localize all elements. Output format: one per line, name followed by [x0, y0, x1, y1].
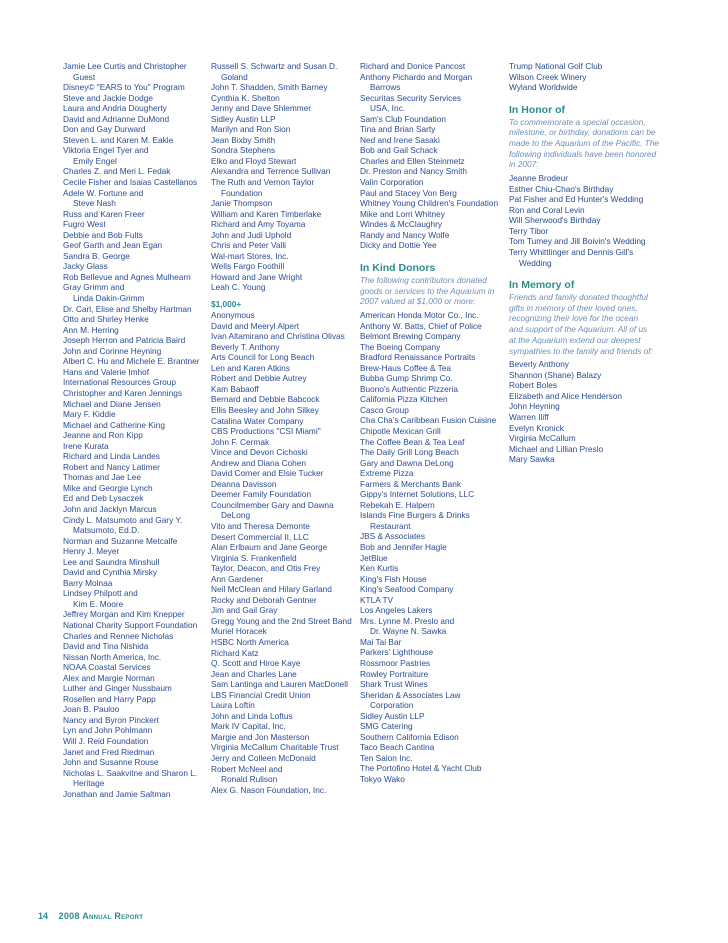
donor-entry: Jean Bixby Smith [211, 134, 276, 145]
donor-entry: Gregg Young and the 2nd Street Band [211, 615, 352, 626]
donor-entry: Nancy and Byron Pinckert [63, 714, 159, 725]
donor-entry: Pat Fisher and Ed Hunter's Wedding [509, 194, 644, 205]
donor-entry: Ann M. Herring [63, 324, 119, 335]
donor-entry: Los Angeles Lakers [360, 605, 433, 616]
donor-entry: The Portofino Hotel & Yacht Club [360, 763, 482, 774]
donor-entry: Whitney Young Children's Foundation [360, 198, 499, 209]
donor-entry: Alex G. Nason Foundation, Inc. [211, 784, 327, 795]
donor-entry: JetBlue [360, 552, 388, 563]
description-line: recognizing their love for the ocean [509, 313, 639, 324]
donor-entry: Norman and Suzanne Metcalfe [63, 535, 178, 546]
donor-entry: Ned and Irene Sasaki [360, 134, 440, 145]
donor-entry: Russ and Karen Freer [63, 208, 145, 219]
donor-column-1 [63, 61, 200, 799]
description-line: following individuals have been honored [509, 148, 657, 159]
donor-entry: Charles Z. and Meri L. Fedak [63, 166, 171, 177]
donor-entry: Cecile Fisher and Isaias Castellanos [63, 177, 198, 188]
description-line: gifts in memory of their loved ones, [509, 302, 638, 313]
donor-entry: Jonathan and Jamie Saltman [63, 788, 171, 799]
donor-entry: Ken Kurtis [360, 563, 399, 574]
donor-entry: Tina and Brian Sarty [360, 124, 436, 135]
donor-entry: Cynthia K. Shelton [211, 92, 280, 103]
donor-entry: Valin Corporation [360, 177, 424, 188]
donor-entry: Arts Council for Long Beach [211, 352, 315, 363]
donor-entry: NOAA Coastal Services [63, 662, 151, 673]
donor-entry: Alan Erlbaum and Jane George [211, 542, 328, 553]
donor-entry: Virginia S. Frankenfield [211, 552, 297, 563]
donor-entry: Beverly Anthony [509, 359, 569, 370]
donor-entry: Dr. Carl, Elise and Shelby Hartman [63, 303, 192, 314]
section-description [360, 275, 498, 307]
description-line: at the Aquarium extend our deepest [509, 334, 641, 345]
donor-entry: Michael and Catherine King [63, 419, 165, 430]
donor-entry: Chipotle Mexican Grill [360, 425, 441, 436]
donor-entry: Matsumoto, Ed.D. [73, 525, 140, 536]
donor-entry: Buono's Authentic Pizzeria [360, 383, 458, 394]
donor-entry: Gary and Dawna DeLong [360, 457, 454, 468]
donor-entry: Paul and Stacey Von Berg [360, 187, 457, 198]
donor-entry: Sidley Austin LLP [211, 113, 276, 124]
donor-entry: The Daily Grill Long Beach [360, 447, 459, 458]
donor-entry: Shark Trust Wines [360, 679, 428, 690]
donor-entry: Steve and Jackie Dodge [63, 92, 153, 103]
donor-entry: Richard and Amy Toyama [211, 219, 306, 230]
donor-entry: SMG Catering [360, 721, 413, 732]
donor-entry: David and Cynthia Mirsky [63, 567, 158, 578]
donor-entry: Gippy's Internet Solutions, LLC [360, 489, 475, 500]
description-line: in 2007: [509, 159, 539, 170]
spacer [509, 93, 659, 99]
donor-entry: David Corner and Elsie Tucker [211, 468, 324, 479]
donor-entry: Corporation [370, 700, 414, 711]
donor-entry: Nissan North America, Inc. [63, 651, 162, 662]
donor-entry: Restaurant [370, 520, 411, 531]
donor-entry: John and Susanne Rouse [63, 757, 159, 768]
donor-entry: Disney© "EARS to You" Program [63, 82, 185, 93]
donor-entry: Southern California Edison [360, 731, 459, 742]
donor-entry: John T. Shadden, Smith Barney [211, 82, 328, 93]
donor-entry: Richard and Donice Pancost [360, 61, 466, 71]
donor-entry: California Pizza Kitchen [360, 394, 448, 405]
donor-entry: Mike and Lorri Whitney [360, 208, 445, 219]
donor-entry: Jerry and Colleen McDonald [211, 753, 316, 763]
donor-entry: Neil McClean and Hilary Garland [211, 584, 332, 595]
donor-entry: John F. Cermak [211, 436, 270, 447]
donor-entry: Richard Katz [211, 647, 259, 658]
donor-entry: Farmers & Merchants Bank [360, 478, 461, 489]
donor-entry: Sidley Austin LLP [360, 710, 425, 721]
donor-entry: Warren Iliff [509, 412, 549, 423]
donor-entry: Will Sherwood's Birthday [509, 215, 601, 226]
donor-entry: Goland [221, 71, 248, 82]
donor-entry: Islands Fine Burgers & Drinks [360, 510, 470, 521]
donor-entry: Esther Chiu-Chao's Birthday [509, 183, 614, 194]
section-heading: In Kind Donors [360, 261, 436, 274]
donor-entry: Anthony W. Batts, Chief of Police [360, 320, 482, 331]
donor-entry: Muriel Horacek [211, 626, 267, 637]
donor-entry: Laura Loftin [211, 700, 255, 711]
donor-entry: LBS Financial Credit Union [211, 689, 311, 700]
donor-entry: Beverly T. Anthony [211, 341, 280, 352]
donor-entry: Chris and Peter Valli [211, 240, 287, 251]
donor-entry: Linda Dakin-Grimm [73, 293, 145, 304]
donor-entry: Jacky Glass [63, 261, 108, 272]
donor-entry: Bob and Jennifer Hagle [360, 541, 447, 552]
donor-entry: Brew-Haus Coffee & Tea [360, 362, 452, 373]
donor-entry: Barry Molnaa [63, 577, 113, 588]
donor-entry: Windes & McClaughry [360, 219, 443, 230]
donor-entry: Wal-mart Stores, Inc. [211, 250, 289, 261]
donor-entry: CBS Productions "CSI Miami" [211, 426, 321, 437]
donor-entry: Virginia McCallum Charitable Trust [211, 742, 339, 753]
donor-entry: Charles and Rennee Nicholas [63, 630, 174, 641]
donor-entry: Mary F. Kiddie [63, 409, 116, 420]
donor-entry: Taco Beach Cantina [360, 742, 435, 753]
donor-entry: John and Linda Loftus [211, 710, 293, 721]
donor-entry: Len and Karen Atkins [211, 362, 290, 373]
donor-entry: Ten Salon Inc. [360, 752, 413, 763]
donor-entry: Anthony Pichardo and Morgan [360, 71, 473, 82]
donor-entry: Q. Scott and Hiroe Kaye [211, 658, 301, 669]
donor-entry: John Heyning [509, 401, 560, 412]
donor-entry: Alex and Margie Norman [63, 672, 155, 683]
donor-entry: Emily Engel [73, 155, 117, 166]
donor-entry: Lindsey Philpott and [63, 588, 138, 599]
donor-entry: Gray Grimm and [63, 282, 125, 293]
donor-entry: Ron and Coral Levin [509, 204, 585, 215]
donor-entry: Wyland Worldwide [509, 82, 578, 93]
donor-entry: Steven L. and Karen M. Eakle [63, 134, 174, 145]
donor-entry: Thomas and Jae Lee [63, 472, 141, 483]
donor-entry: King's Seafood Company [360, 584, 454, 595]
donor-entry: International Resources Group [63, 377, 176, 388]
donor-entry: Bernard and Debbie Babcock [211, 394, 320, 405]
donor-entry: Fugro West [63, 219, 106, 230]
donor-entry: Alexandra and Terrence Sullivan [211, 166, 331, 177]
donor-entry: Bob and Gail Schack [360, 145, 438, 156]
donor-entry: Janet and Fred Riedman [63, 746, 155, 757]
donor-entry: Tokyo Wako [360, 774, 405, 785]
donor-entry: Cha Cha's Caribbean Fusion Cuisine [360, 415, 497, 426]
donor-entry: Vince and Devon Cichoski [211, 447, 308, 458]
donor-entry: David and Meeryl Alpert [211, 320, 300, 331]
donor-entry: Jeffrey Morgan and Kim Knepper [63, 609, 185, 620]
donor-entry: Ellis Beesley and John Silkey [211, 404, 319, 415]
donor-entry: Robert and Debbie Autrey [211, 373, 307, 384]
description-line: To commemorate a special occasion, [509, 116, 646, 127]
description-line: goods or services to the Aquarium in [360, 285, 495, 296]
donor-entry: Viktoria Engel Tyer and [63, 145, 149, 156]
donor-entry: Bradford Renaissance Portraits [360, 352, 476, 363]
donor-entry: Howard and Jane Wright [211, 271, 303, 282]
donor-entry: Ivan Altamirano and Christina Olivas [211, 331, 345, 342]
donor-entry: Russell S. Schwartz and Susan D. [211, 61, 338, 71]
donor-entry: Robert Boles [509, 380, 557, 391]
donor-entry: Anonymous [211, 310, 255, 321]
spacer [509, 268, 659, 274]
donor-entry: Casco Group [360, 404, 409, 415]
donor-entry: Sandra B. George [63, 250, 130, 261]
donor-entry: Albert C. Hu and Michele E. Brantner [63, 356, 200, 367]
donor-entry: Elizabeth and Alice Henderson [509, 390, 623, 401]
donor-entry: William and Karen Timberlake [211, 208, 322, 219]
donor-entry: Lee and Saundra Minshull [63, 556, 160, 567]
donor-entry: Geof Garth and Jean Egan [63, 240, 163, 251]
donor-entry: Ann Gardener [211, 573, 264, 584]
description-line: 2007 valued at $1,000 or more: [360, 296, 476, 307]
donor-entry: The Boeing Company [360, 341, 441, 352]
donor-entry: Cindy L. Matsumoto and Gary Y. [63, 514, 183, 525]
donor-entry: Jenny and Dave Shlemmer [211, 103, 312, 114]
donor-entry: Parkers' Lighthouse [360, 647, 434, 658]
donor-entry: Councilmember Gary and Dawna [211, 499, 334, 510]
donor-entry: Barrows [370, 82, 401, 93]
donor-entry: Terry Whittlinger and Dennis Gill's [509, 246, 634, 257]
donor-entry: Michael and Lillian Preslo [509, 443, 604, 454]
donor-entry: Evelyn Kronick [509, 422, 564, 433]
donor-entry: Catalina Water Company [211, 415, 304, 426]
donor-entry: Kam Babaoff [211, 383, 259, 394]
donor-entry: Robert and Nancy Latimer [63, 461, 160, 472]
donor-entry: John and Judi Uphold [211, 229, 292, 240]
donor-entry: Taylor, Deacon, and Otis Frey [211, 563, 321, 574]
donor-entry: Kim E. Moore [73, 598, 124, 609]
donor-entry: Wedding [519, 257, 552, 268]
donor-entry: DeLong [221, 510, 251, 521]
donor-entry: KTLA TV [360, 594, 394, 605]
donor-entry: John and Corinne Heyning [63, 345, 162, 356]
section-description [509, 117, 659, 171]
description-line: The following contributors donated [360, 274, 487, 285]
donor-entry: Bubba Gump Shrimp Co. [360, 373, 453, 384]
donor-entry: Richard and Linda Landes [63, 451, 160, 462]
donor-entry: Rocky and Deborah Gentner [211, 594, 317, 605]
donor-entry: Irene Kurata [63, 440, 109, 451]
donor-entry: Margie and Jon Masterson [211, 731, 310, 742]
donor-entry: Tom Tumey and Jill Boivin's Wedding [509, 236, 646, 247]
donor-entry: Hans and Valerie Imhof [63, 366, 150, 377]
section-description [509, 292, 659, 356]
donor-entry: Foundation [221, 187, 263, 198]
donor-entry: Lyn and John Pohlmann [63, 725, 153, 736]
description-line: sympathies to the family and friends of: [509, 345, 653, 356]
donor-entry: Mrs. Lynne M. Preslo and [360, 615, 455, 626]
donor-entry: Joan B. Pauloo [63, 704, 120, 715]
donor-entry: Will J. Reid Foundation [63, 736, 149, 746]
donor-entry: The Ruth and Vernon Taylor [211, 177, 315, 188]
donor-entry: Belmont Brewing Company [360, 331, 461, 342]
donor-column-3 [360, 61, 498, 785]
donor-entry: Jeanne Brodeur [509, 173, 569, 184]
donor-entry: Rob Bellevue and Agnes Mulhearn [63, 271, 191, 282]
donor-entry: Heritage [73, 778, 105, 789]
report-title: 2008 Annual Report [58, 911, 144, 921]
donor-entry: Wilson Creek Winery [509, 71, 587, 82]
donor-entry: Securitas Security Services [360, 92, 461, 103]
donor-entry: Jean and Charles Lane [211, 668, 297, 679]
donor-column-4 [509, 61, 659, 465]
section-heading: $1,000+ [211, 299, 242, 310]
donor-entry: Virginia McCallum [509, 433, 576, 444]
donor-entry: Otto and Shirley Henke [63, 314, 149, 325]
donor-entry: Sam Lantinga and Lauren MacDonell [211, 679, 348, 690]
donor-entry: American Honda Motor Co., Inc. [360, 309, 479, 320]
donor-entry: David and Tina Nishida [63, 641, 149, 652]
donor-entry: Leah C. Young [211, 282, 266, 293]
donor-entry: Sheridan & Associates Law [360, 689, 461, 700]
donor-entry: David and Adrianne DuMond [63, 113, 170, 124]
donor-entry: Ronald Rulison [221, 774, 278, 785]
donor-entry: National Charity Support Foundation [63, 619, 198, 630]
donor-entry: Mike and Georgie Lynch [63, 482, 153, 493]
donor-entry: Mary Sawka [509, 454, 555, 465]
donor-entry: Steve Nash [73, 198, 116, 209]
donor-entry: Sam's Club Foundation [360, 113, 446, 124]
donor-entry: Rowley Portraiture [360, 668, 429, 679]
donor-entry: Deemer Family Foundation [211, 489, 312, 500]
description-line: and support of the Aquarium. All of us [509, 324, 648, 335]
donor-entry: Nicholas L. Saakvitne and Sharon L. [63, 767, 198, 778]
donor-entry: Robert McNeel and [211, 763, 283, 774]
donor-entry: Dr. Wayne N. Sawka [370, 626, 447, 637]
donor-entry: Elko and Floyd Stewart [211, 155, 297, 166]
donor-entry: Extreme Pizza [360, 468, 414, 479]
donor-entry: Wells Fargo Foothill [211, 261, 285, 272]
donor-entry: Guest [73, 71, 96, 82]
donor-entry: John and Jacklyn Marcus [63, 503, 157, 514]
page-number: 14 [38, 911, 49, 921]
donor-entry: Andrew and Diana Cohen [211, 457, 307, 468]
donor-entry: Deanna Davisson [211, 478, 277, 489]
donor-entry: Jamie Lee Curtis and Christopher [63, 61, 187, 71]
section-heading: In Memory of [509, 279, 575, 292]
donor-entry: Desert Commercial II, LLC [211, 531, 309, 542]
donor-entry: Janie Thompson [211, 198, 273, 209]
donor-entry: Mark IV Capital, Inc. [211, 721, 286, 732]
donor-entry: Shannon (Shane) Balazy [509, 369, 602, 380]
donor-entry: King's Fish House [360, 573, 427, 584]
donor-entry: Laura and Andria Dougherty [63, 103, 167, 114]
donor-entry: Don and Gay Durward [63, 124, 146, 135]
donor-entry: Vito and Theresa Demonte [211, 520, 310, 531]
section-heading: In Honor of [509, 103, 565, 116]
donor-entry: Marilyn and Ron Sion [211, 124, 291, 135]
donor-entry: Sondra Stephens [211, 145, 276, 156]
donor-entry: Henry J. Meyer [63, 546, 120, 557]
donor-column-2 [211, 61, 352, 795]
donor-entry: Debbie and Bob Fults [63, 229, 143, 240]
donor-entry: USA, Inc. [370, 103, 406, 114]
donor-entry: Jeanne and Ron Kipp [63, 430, 143, 441]
donor-entry: Rossmoor Pastries [360, 658, 431, 668]
description-line: Friends and family donated thoughtful [509, 292, 648, 303]
donor-entry: JBS & Associates [360, 531, 426, 542]
description-line: milestone, or birthday, donations can be [509, 127, 656, 138]
donor-entry: Dr. Preston and Nancy Smith [360, 166, 467, 177]
donor-entry: Rebekah E. Halpern [360, 499, 435, 510]
donor-entry: Trump National Golf Club [509, 61, 603, 71]
donor-entry: Randy and Nancy Wolfe [360, 229, 450, 240]
donor-entry: Charles and Ellen Steinmetz [360, 155, 465, 166]
donor-entry: Jim and Gail Gray [211, 605, 278, 616]
donor-entry: HSBC North America [211, 636, 289, 647]
spacer [360, 251, 498, 257]
page-footer [38, 911, 143, 921]
donor-entry: Terry Tibor [509, 225, 549, 236]
donor-entry: Michael and Diane Jensen [63, 398, 161, 409]
donor-entry: The Coffee Bean & Tea Leaf [360, 436, 465, 447]
donor-entry: Joseph Herron and Patricia Baird [63, 335, 186, 346]
description-line: made to the Aquarium of the Pacific. The [509, 138, 660, 149]
donor-entry: Christopher and Karen Jennings [63, 387, 182, 398]
donor-entry: Adele W. Fortune and [63, 187, 144, 198]
donor-entry: Ed and Deb Lysaczek [63, 493, 144, 504]
donor-entry: Dicky and Dottie Yee [360, 240, 437, 251]
donor-entry: Luther and Ginger Nussbaum [63, 683, 172, 694]
donor-entry: Mai Tai Bar [360, 636, 402, 647]
donor-entry: Rosellen and Harry Papp [63, 693, 156, 704]
